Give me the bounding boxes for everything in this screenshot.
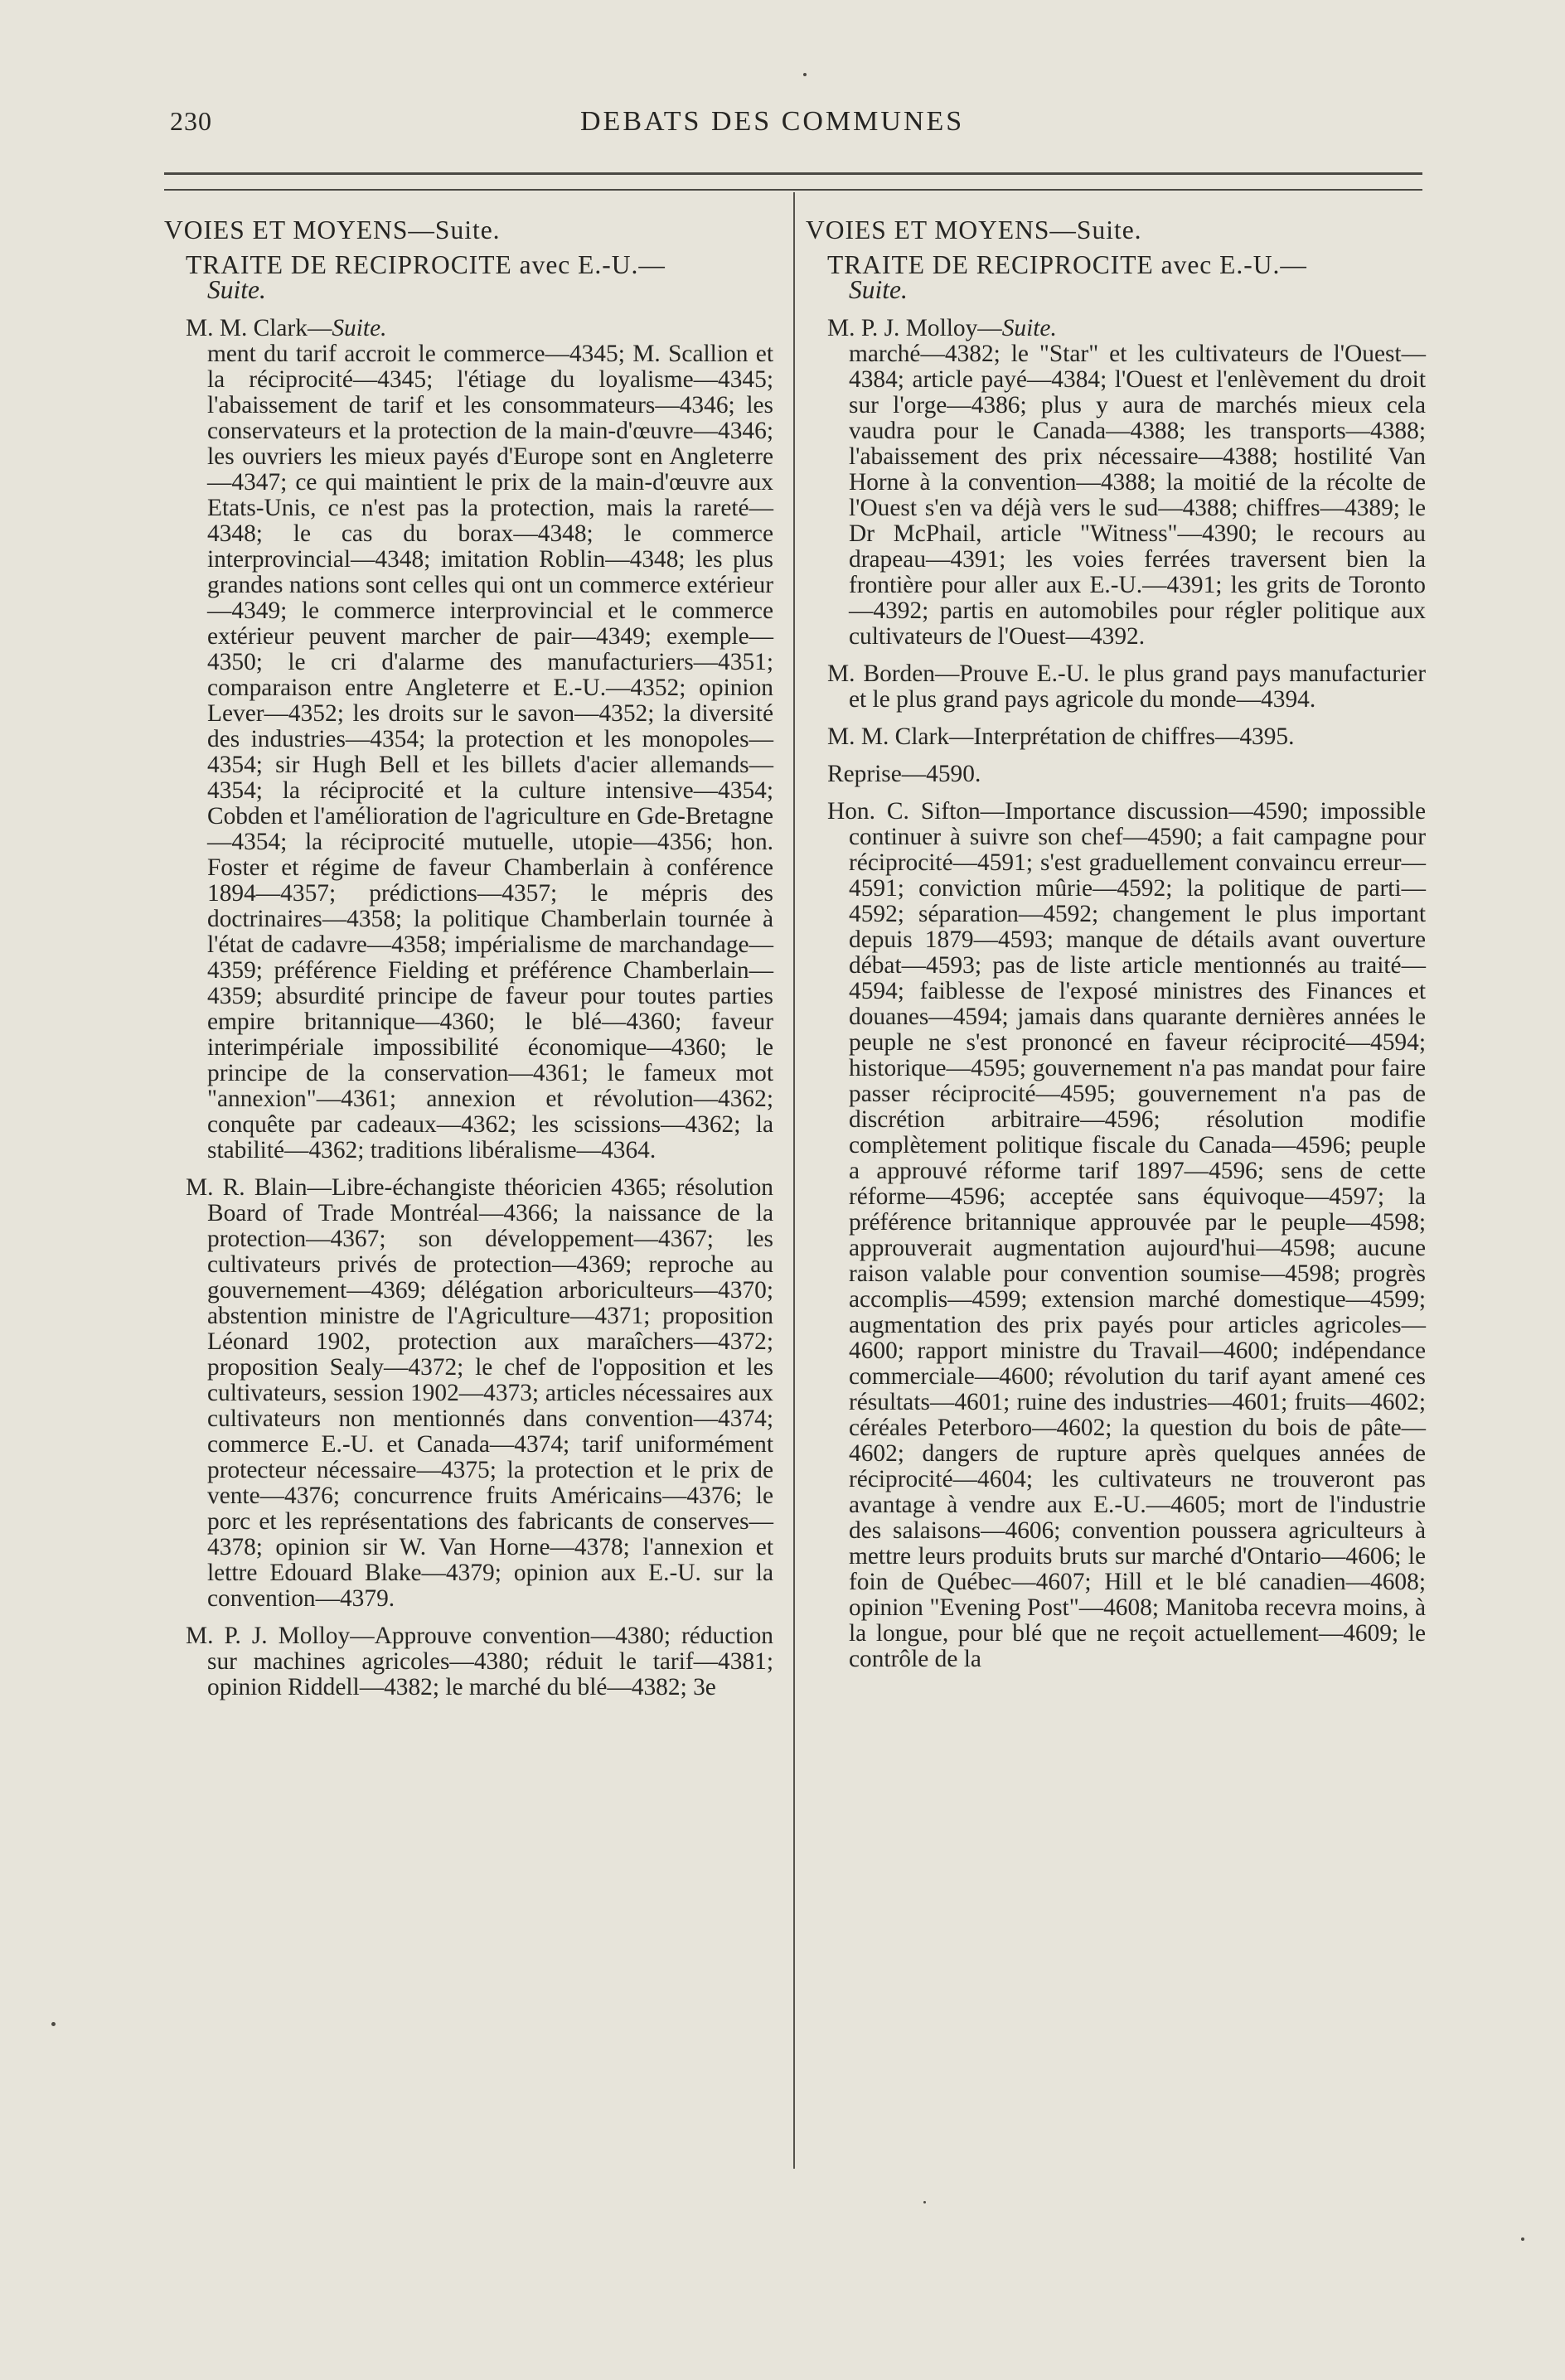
paper-speck <box>1521 2237 1524 2241</box>
speaker-name: M. M. Clark— <box>186 315 332 341</box>
header-rule-bottom <box>164 189 1422 191</box>
index-entry <box>806 724 1426 750</box>
right-subheading-text: TRAITE DE RECIPROCITE avec E.-U.— <box>827 250 1307 279</box>
right-column-subheading <box>827 250 1426 304</box>
speaker-name: M. M. Clark— <box>827 723 974 750</box>
index-entry <box>806 661 1426 713</box>
left-subheading-suite: Suite. <box>207 275 266 304</box>
entry-text: marché—4382; le "Star" et les cultivateurs de l'Ouest—4384; article payé—4384; l'Ouest et l'enlèvement du droit sur l'orge—4386; plus y aura de marchés mieux cela vaudra pour le Canada—4388; les transports—4388; l'abaissement des prix nécessaire—4388; hostilité Van Horne à la convention—4388; la moitié de la récolte de l'Ouest s'en va déjà vers le sud—4388; chiffres—4389; le Dr McPhail, article "Witness"—4390; le recours au drapeau—4391; les voies ferrées traversent bien la frontière pour aller aux E.-U.—4391; les grits de Toronto—4392; partis en automobiles pour régler politique aux cultivateurs de l'Ouest—4392. <box>849 341 1426 650</box>
speaker-name: M. P. J. Molloy— <box>827 315 1002 341</box>
right-column <box>806 217 1426 1672</box>
speaker-name: M. R. Blain— <box>186 1174 332 1201</box>
right-column-heading: VOIES ET MOYENS—Suite. <box>806 215 1142 244</box>
entry-text: Reprise—4590. <box>827 761 981 787</box>
left-subheading-text: TRAITE DE RECIPROCITE avec E.-U.— <box>186 250 666 279</box>
index-entry <box>806 799 1426 1672</box>
left-column-subheading <box>186 250 773 304</box>
speaker-suite: Suite. <box>332 315 387 341</box>
index-entry <box>164 316 773 1163</box>
entry-text: Approuve convention—4380; réduction sur machines agricoles—4380; réduit le tarif—4381; opinion Riddell—4382; le marché du blé—4382; 3e <box>207 1623 774 1700</box>
paper-speck <box>51 2022 56 2026</box>
entry-text: Importance discussion—4590; impossible continuer à suivre son chef—4590; a fait campagne pour réciprocité—4591; s'est graduellement convaincu erreur—4591; conviction mûrie—4592; la politique de parti—4592; séparation—4592; changement le plus important depuis 1879—4593; manque de détails avant ouverture débat—4593; pas de liste article mentionnés au traité—4594; faiblesse de l'exposé ministres des Finances et douanes—4594; jamais dans quarante dernières années le peuple ne s'est prononcé en faveur réciprocité—4594; historique—4595; gouvernement n'a pas mandat pour faire passer réciprocité—4595; gouvernement n'a pas de discrétion arbitraire—4596; résolution modifie complètement politique fiscale du Canada—4596; peuple a approuvé réforme tarif 1897—4596; sens de cette réforme—4596; acceptée sans équivoque—4597; la préférence britannique approuvée par le peuple—4598; approuverait augmentation aujourd'hui—4598; aucune raison valable pour convention soumise—4598; progrès accomplis—4599; extension marché domestique—4599; augmentation des prix payés pour articles agricoles—4600; rapport ministre du Travail—4600; indépendance commerciale—4600; révolution du tarif ayant amené ces résultats—4601; ruine des industries—4601; fruits—4602; céréales Peterboro—4602; la question du bois de pâte—4602; dangers de rupture après quelques années de réciprocité—4604; les cultivateurs ne trouveront pas avantage à vendre aux E.-U.—4605; mort de l'industrie des salaisons—4606; convention poussera agriculteurs à mettre leurs produits bruts sur marché d'Ontario—4606; le foin de Québec—4607; Hill et le blé canadien—4608; opinion "Evening Post"—4608; Manitoba recevra moins, à la longue, pour blé que ne reçoit actuellement—4609; le contrôle de la <box>849 798 1426 1672</box>
header-rule-top <box>164 172 1422 175</box>
entry-text: Interprétation de chiffres—4395. <box>973 723 1295 750</box>
speaker-name: M. Borden— <box>827 660 960 687</box>
index-entry <box>806 316 1426 650</box>
entry-text: Libre-échangiste théoricien 4365; résolution Board of Trade Montréal—4366; la naissance de la protection—4367; son développement—4367; les cultivateurs privés de protection—4369; reproche au gouvernement—4369; délégation arboriculteurs—4370; abstention ministre de l'Agriculture—4371; proposition Léonard 1902, protection aux maraîchers—4372; proposition Sealy—4372; le chef de l'opposition et les cultivateurs, session 1902—4373; articles nécessaires aux cultivateurs non mentionnés dans convention—4374; commerce E.-U. et Canada—4374; tarif uniformément protecteur nécessaire—4375; la protection et le prix de vente—4376; concurrence fruits Américains—4376; le porc et les représentations des fabricants de conserves—4378; opinion sir W. Van Horne—4378; l'annexion et lettre Edouard Blake—4379; opinion aux E.-U. sur la convention—4379. <box>207 1174 773 1612</box>
index-entry <box>164 1175 773 1612</box>
speaker-suite: Suite. <box>1001 315 1057 341</box>
index-entry <box>806 762 1426 787</box>
speaker-name: M. P. J. Molloy— <box>186 1623 375 1649</box>
entry-text: Prouve E.-U. le plus grand pays manufacturier et le plus grand pays agricole du monde—4394. <box>849 660 1426 713</box>
left-column <box>164 217 773 1700</box>
running-title: DEBATS DES COMMUNES <box>580 106 965 137</box>
paper-speck <box>923 2201 926 2203</box>
column-divider <box>793 192 795 2169</box>
left-column-heading: VOIES ET MOYENS—Suite. <box>164 215 501 244</box>
paper-speck <box>803 73 807 76</box>
entry-text: ment du tarif accroit le commerce—4345; M. Scallion et la réciprocité—4345; l'étiage du loyalisme—4345; l'abaissement de tarif et les consommateurs—4346; les conservateurs et la protection de la main-d'œuvre—4346; les ouvriers les mieux payés d'Europe sont en Angleterre—4347; ce qui maintient le prix de la main-d'œuvre aux Etats-Unis, ce n'est pas la protection, mais la rareté—4348; le cas du borax—4348; le commerce interprovincial—4348; imitation Roblin—4348; les plus grandes nations sont celles qui ont un commerce extérieur—4349; le commerce interprovincial et le commerce extérieur peuvent marcher de pair—4349; exemple—4350; le cri d'alarme des manufacturiers—4351; comparaison entre Angleterre et E.-U.—4352; opinion Lever—4352; les droits sur le savon—4352; la diversité des industries—4354; la protection et les monopoles—4354; sir Hugh Bell et les billets d'acier allemands—4354; la réciprocité et la culture intensive—4354; Cobden et l'amélioration de l'agriculture en Gde-Bretagne—4354; la réciprocité mutuelle, utopie—4356; hon. Foster et régime de faveur Chamberlain à conférence 1894—4357; prédictions—4357; le mépris des doctrinaires—4358; la politique Chamberlain tournée à l'état de cadavre—4358; impérialisme de marchandage—4359; préférence Fielding et préférence Chamberlain—4359; absurdité principe de faveur pour toutes parties empire britannique—4360; le blé—4360; faveur interimpériale impossibilité économique—4360; le principe de la conservation—4361; le fameux mot "annexion"—4361; annexion et révolution—4362; conquête par cadeaux—4362; les scissions—4362; la stabilité—4362; traditions libéralisme—4364. <box>207 341 773 1163</box>
index-entry <box>164 1623 773 1700</box>
page-number: 230 <box>170 106 212 136</box>
right-subheading-suite: Suite. <box>849 275 908 304</box>
speaker-name: Hon. C. Sifton— <box>827 798 1005 825</box>
